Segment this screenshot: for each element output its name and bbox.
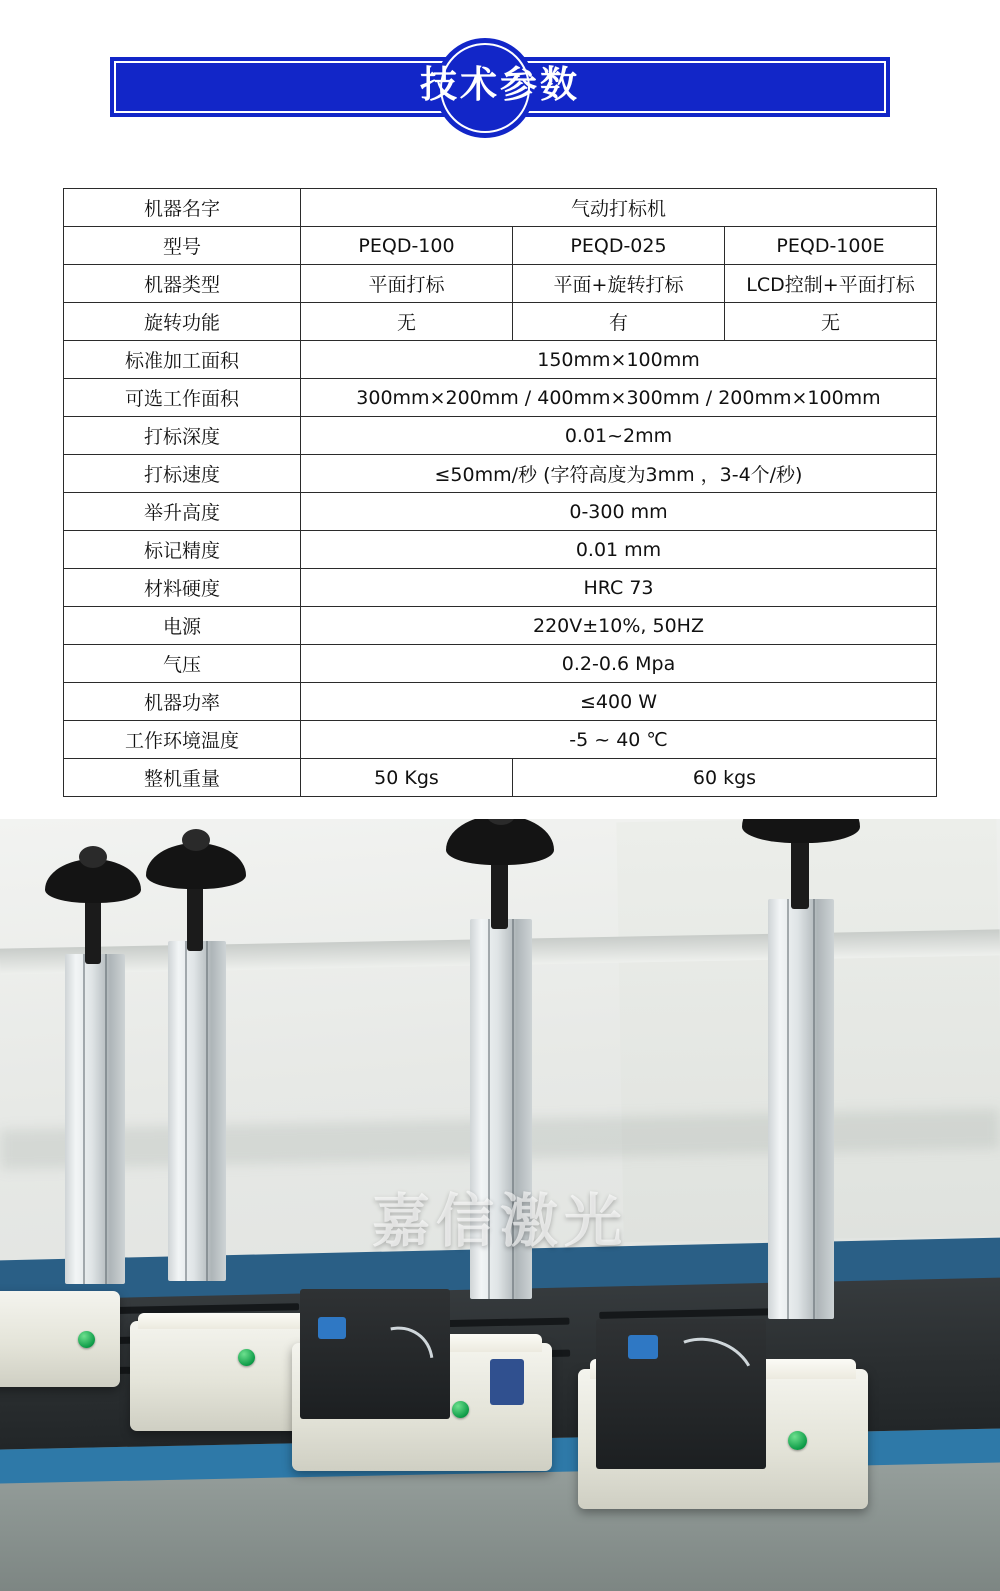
page-title: 技术参数 [420,63,580,106]
spec-row-value: 0.2-0.6 Mpa [301,645,937,683]
indicator-light [78,1331,95,1348]
spec-row-label: 标准加工面积 [64,341,301,379]
spec-table-container [0,160,1000,819]
handwheel-stem [85,894,101,964]
spec-row-value: HRC 73 [301,569,937,607]
column-groove [105,954,107,1284]
spec-table [63,188,937,797]
spec-row-value: PEQD-100E [725,227,937,265]
spec-row-label: 型号 [64,227,301,265]
column-groove [185,941,187,1281]
spec-row [64,607,937,645]
spec-row-value: PEQD-025 [513,227,725,265]
column-groove [512,919,514,1299]
column-rail [65,954,125,1284]
spec-row-value: 平面+旋转打标 [513,265,725,303]
indicator-light [788,1431,807,1450]
spec-row [64,227,937,265]
handwheel-stem [187,879,203,951]
spec-row-value: LCD控制+平面打标 [725,265,937,303]
column-groove [813,899,815,1319]
spec-row-value: ≤50mm/秒 (字符高度为3mm ，3-4个/秒) [301,455,937,493]
handwheel[interactable] [446,819,554,865]
spec-row-label: 旋转功能 [64,303,301,341]
spec-row-value: 0-300 mm [301,493,937,531]
column-groove [83,954,85,1284]
spec-row [64,265,937,303]
spec-row [64,759,937,797]
spec-row-label: 打标深度 [64,417,301,455]
column-rail [768,899,834,1319]
machine-housing-top [138,1313,322,1329]
spec-row-label: 气压 [64,645,301,683]
spec-row [64,341,937,379]
spec-row-value: 气动打标机 [301,189,937,227]
spec-row-value: 无 [301,303,513,341]
column-rail [168,941,226,1281]
spec-row [64,493,937,531]
spec-row [64,569,937,607]
spec-row [64,189,937,227]
control-valve [490,1359,524,1405]
column-groove [787,899,789,1319]
spec-row-value: ≤400 W [301,683,937,721]
spec-row-label: 机器名字 [64,189,301,227]
product-photo [0,819,1000,1591]
photo-watermark: 嘉信激光 [371,1187,628,1255]
spec-row-label: 整机重量 [64,759,301,797]
air-fitting [628,1335,658,1359]
spec-row-value: 50 Kgs [301,759,513,797]
indicator-light [452,1401,469,1418]
spec-row-value: 150mm×100mm [301,341,937,379]
spec-row-value: 0.01 mm [301,531,937,569]
column-groove [206,941,208,1281]
spec-row-label: 电源 [64,607,301,645]
spec-row-label: 机器功率 [64,683,301,721]
handwheel-cap [182,829,210,851]
page-banner [0,0,1000,160]
spec-row-value: 0.01~2mm [301,417,937,455]
spec-row-label: 打标速度 [64,455,301,493]
spec-row-value: 无 [725,303,937,341]
spec-row-label: 材料硬度 [64,569,301,607]
spec-row-label: 标记精度 [64,531,301,569]
spec-row-label: 举升高度 [64,493,301,531]
spec-row-label: 工作环境温度 [64,721,301,759]
spec-row [64,683,937,721]
spec-row-label: 机器类型 [64,265,301,303]
handwheel-cap [79,846,107,868]
spec-row-value: 300mm×200mm / 400mm×300mm / 200mm×100mm [301,379,937,417]
spec-row-value: -5 ~ 40 ℃ [301,721,937,759]
air-fitting [318,1317,346,1339]
spec-row [64,721,937,759]
spec-row [64,417,937,455]
spec-row-value: PEQD-100 [301,227,513,265]
spec-row-value: 220V±10%, 50HZ [301,607,937,645]
spec-row-value: 60 kgs [513,759,937,797]
column-groove [488,919,490,1299]
spec-row [64,645,937,683]
spec-row [64,303,937,341]
column-rail [470,919,532,1299]
spec-row-value: 有 [513,303,725,341]
spec-row-label: 可选工作面积 [64,379,301,417]
spec-row [64,379,937,417]
indicator-light [238,1349,255,1366]
spec-row [64,531,937,569]
spec-row [64,455,937,493]
spec-row-value: 平面打标 [301,265,513,303]
machine-housing [0,1291,120,1387]
